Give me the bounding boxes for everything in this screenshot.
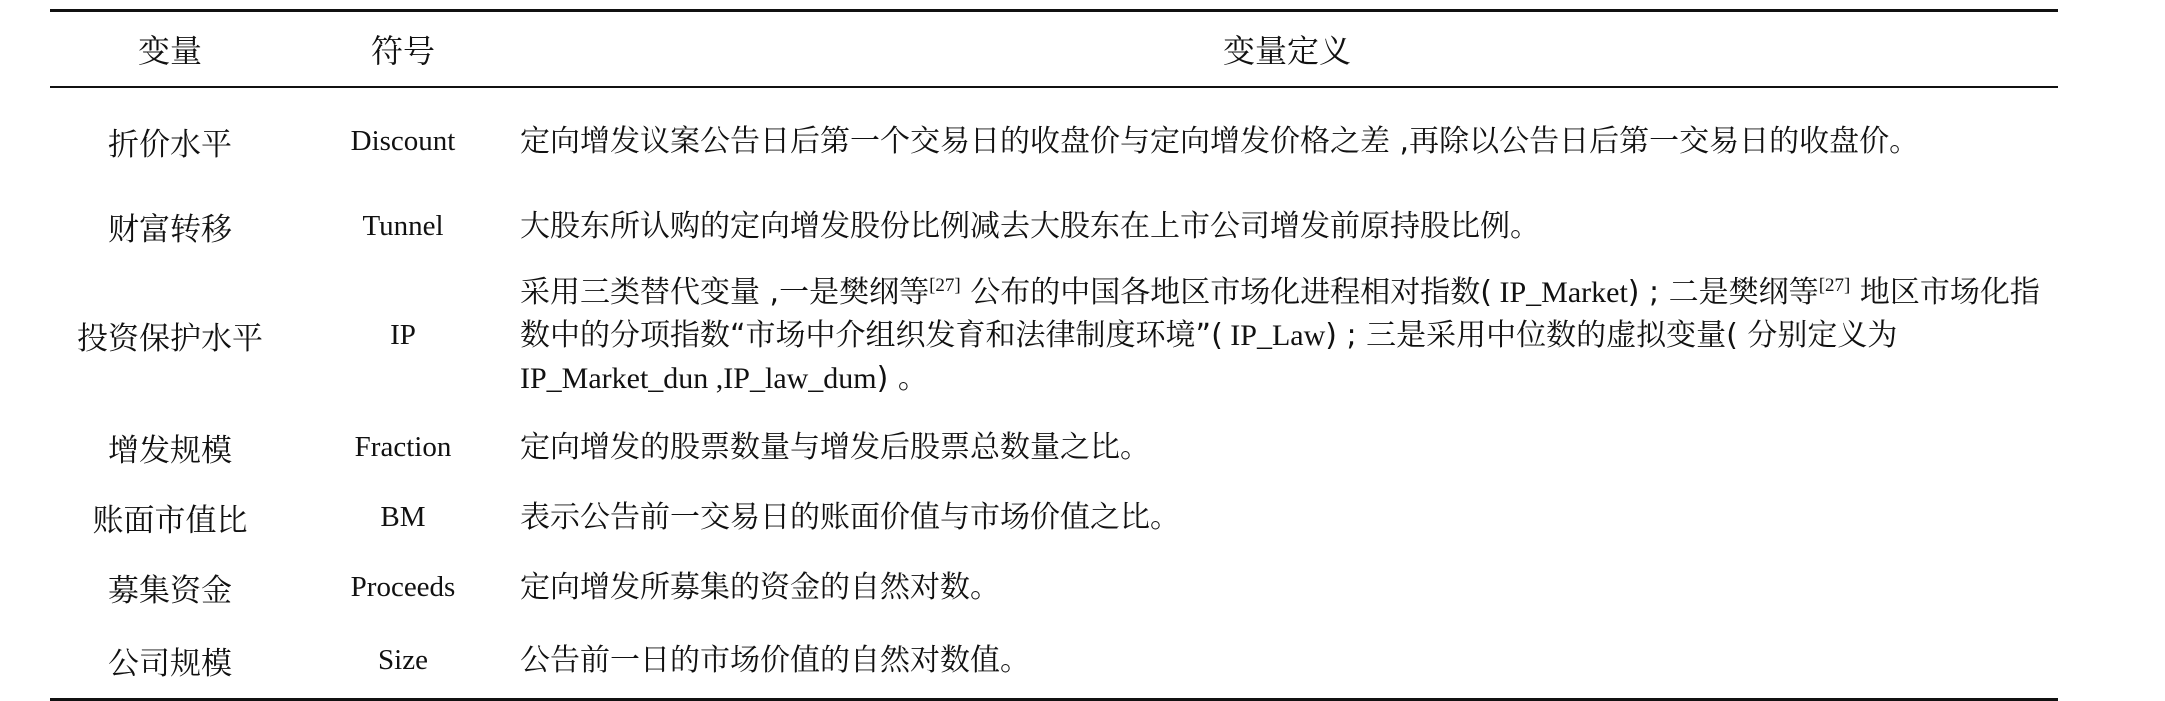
header-row (50, 11, 2058, 88)
variable-name: 募集资金 (108, 572, 232, 609)
header-variable: 变量 (137, 32, 202, 70)
definition-text: ) 。 (876, 360, 928, 396)
variable-definition: 公告前一日的市场价值的自然对数值。 (520, 642, 1030, 678)
table-body (50, 87, 2058, 700)
variable-name: 公司规模 (108, 645, 232, 682)
variable-symbol: Fraction (354, 430, 452, 463)
variable-name: 增发规模 (108, 432, 232, 469)
variable-name: 折价水平 (108, 126, 232, 163)
citation-ref: [27] (929, 274, 961, 296)
variable-name: 账面市值比 (92, 502, 248, 539)
variable-definition (516, 258, 2058, 412)
header-definition: 变量定义 (1222, 32, 1351, 70)
table-row (50, 482, 2058, 552)
variable-symbol: BM (380, 500, 426, 533)
variable-symbol: IP (390, 318, 416, 351)
table-row (50, 194, 2058, 258)
table-row (50, 622, 2058, 700)
variable-code: IP_Market_dun ,IP_law_dum (520, 361, 877, 395)
table-row (50, 258, 2058, 412)
variable-code: IP_Law (1222, 318, 1326, 352)
variable-name: 财富转移 (108, 211, 232, 248)
table-header (50, 11, 2058, 88)
variable-symbol: Proceeds (350, 570, 456, 603)
variable-code: IP_Market (1491, 275, 1628, 309)
table-row (50, 552, 2058, 622)
variable-name: 投资保护水平 (77, 320, 263, 357)
variable-definition-table-container (50, 9, 2058, 701)
variable-definition: 定向增发议案公告日后第一个交易日的收盘价与定向增发价格之差 ,再除以公告日后第一交易日的收盘价。 (520, 123, 1920, 159)
variable-definition: 大股东所认购的定向增发股份比例减去大股东在上市公司增发前原持股比例。 (520, 208, 1540, 244)
variable-symbol: Size (378, 643, 428, 676)
table-row (50, 412, 2058, 482)
definition-text: 地区市场化指数中的分项指数“市场中介组织发育和法律制度环境”( (520, 274, 2040, 353)
definition-text: 分别定义为 (1737, 317, 1898, 353)
table-row (50, 87, 2058, 194)
variable-definition: 表示公告前一交易日的账面价值与市场价值之比。 (520, 499, 1180, 535)
variable-definition-table (50, 9, 2058, 701)
definition-text: ) ; 三是采用中位数的虚拟变量( (1325, 317, 1738, 353)
variable-definition: 定向增发所募集的资金的自然对数。 (520, 569, 1000, 605)
header-symbol: 符号 (370, 32, 435, 70)
definition-text: 公布的中国各地区市场化进程相对指数( (960, 274, 1492, 310)
variable-definition: 定向增发的股票数量与增发后股票总数量之比。 (520, 429, 1150, 465)
citation-ref: [27] (1818, 274, 1851, 296)
definition-text: 采用三类替代变量 ,一是樊纲等 (520, 274, 930, 310)
variable-symbol: Tunnel (362, 209, 444, 242)
variable-symbol: Discount (350, 124, 456, 157)
definition-text: ) ; 二是樊纲等 (1627, 274, 1819, 310)
